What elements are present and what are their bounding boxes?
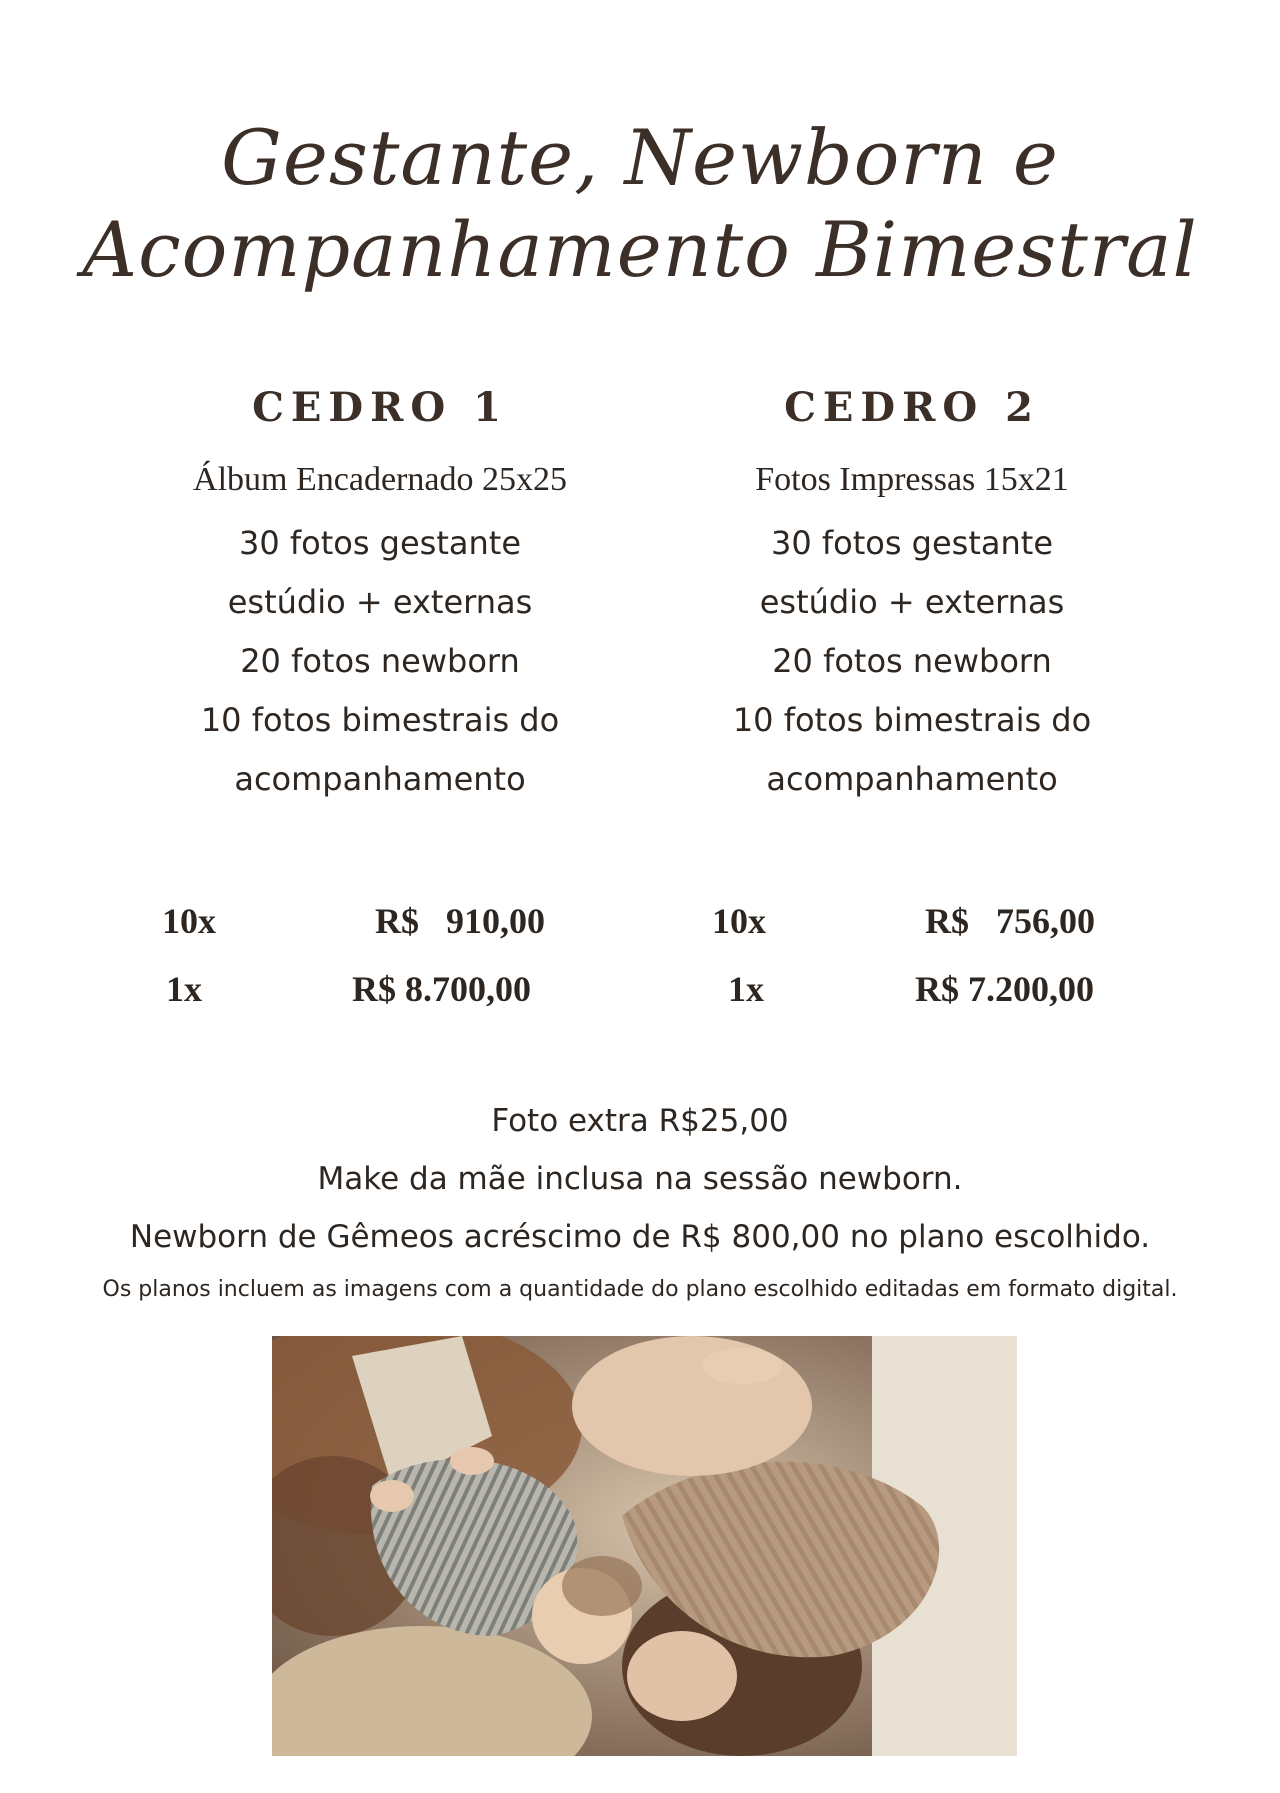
page-title-line-1: Gestante, Newborn e	[221, 113, 1059, 202]
plan-cedro-2	[652, 380, 1172, 809]
plan-feature: 20 fotos newborn	[772, 642, 1052, 680]
plan-feature: 10 fotos bimestrais do	[732, 701, 1092, 739]
price-installments: 10x	[712, 901, 766, 941]
plan-feature: estúdio + externas	[759, 583, 1065, 621]
plan-name: CEDRO 1	[252, 384, 508, 431]
plan-product: Fotos Impressas 15x21	[755, 461, 1069, 498]
plan-cedro-1	[120, 380, 640, 809]
plan-feature: 30 fotos gestante	[770, 524, 1054, 562]
notes-section	[0, 1092, 1280, 1308]
price-amount: R$ 7.200,00	[915, 969, 1094, 1009]
plan-feature: 30 fotos gestante	[238, 524, 522, 562]
price-amount: R$ 910,00	[375, 901, 545, 941]
price-installments: 10x	[162, 901, 216, 941]
mother-child-photo	[272, 1336, 1017, 1756]
page-title-line-2: Acompanhamento Bimestral	[82, 205, 1198, 294]
plan-feature: 20 fotos newborn	[240, 642, 520, 680]
price-installments: 1x	[728, 969, 764, 1009]
price-installments: 1x	[166, 969, 202, 1009]
note-makeup: Make da mãe inclusa na sessão newborn.	[317, 1161, 963, 1197]
plan-name: CEDRO 2	[784, 384, 1040, 431]
plan-feature: acompanhamento	[234, 760, 526, 798]
plan-feature: 10 fotos bimestrais do	[200, 701, 560, 739]
note-twins: Newborn de Gêmeos acréscimo de R$ 800,00 no plano escolhido.	[129, 1219, 1151, 1255]
price-amount: R$ 8.700,00	[352, 969, 531, 1009]
note-digital: Os planos incluem as imagens com a quantidade do plano escolhido editadas em formato digital.	[102, 1277, 1178, 1302]
price-amount: R$ 756,00	[925, 901, 1095, 941]
note-extra-photo: Foto extra R$25,00	[491, 1103, 789, 1139]
plan-feature: acompanhamento	[766, 760, 1058, 798]
plan-feature: estúdio + externas	[227, 583, 533, 621]
plan-product: Álbum Encadernado 25x25	[193, 461, 567, 498]
